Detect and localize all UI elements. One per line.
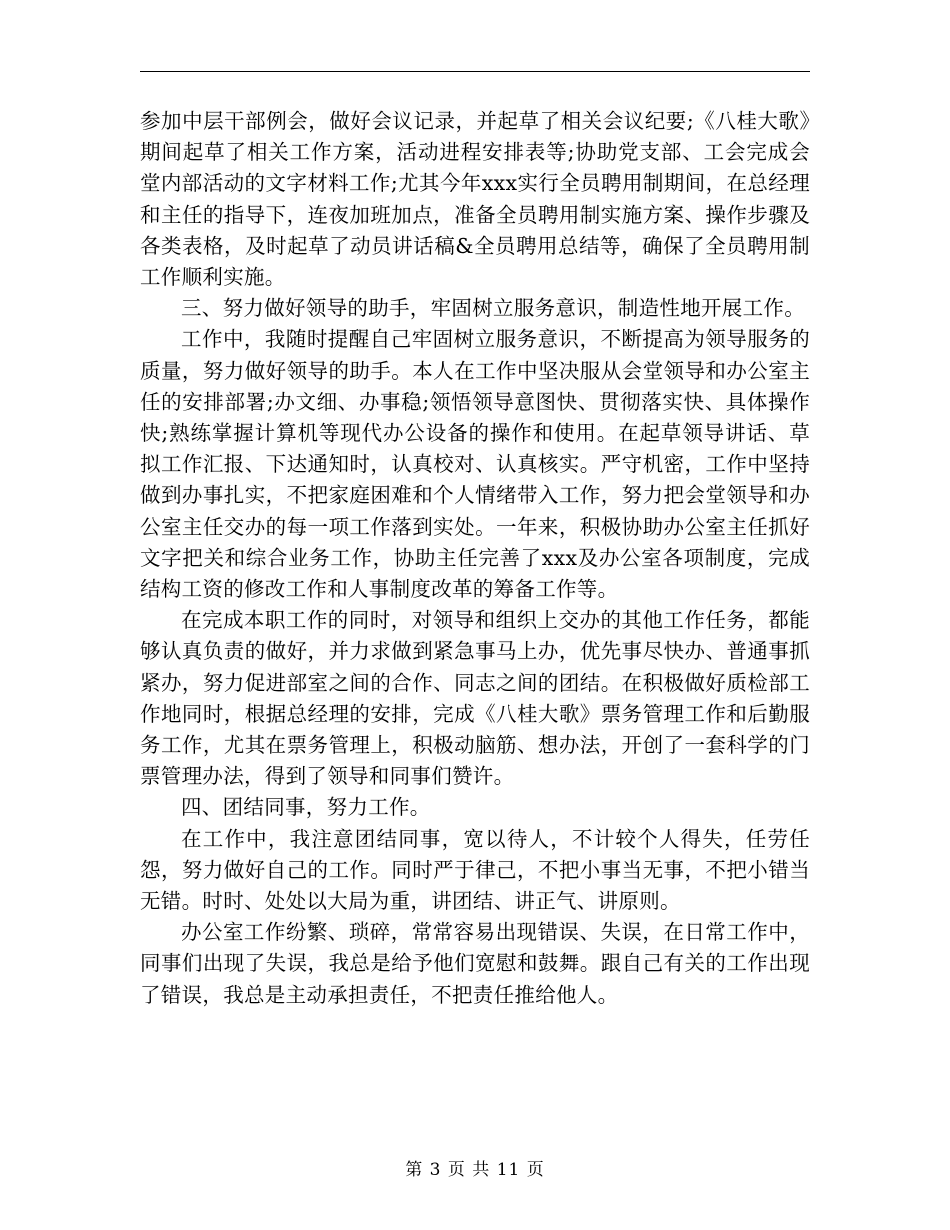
paragraph-5: 办公室工作纷繁、琐碎，常常容易出现错误、失误，在日常工作中，同事们出现了失误，我总是给予他们宽慰和鼓舞。跟自己有关的工作出现了错误，我总是主动承担责任，不把责任推给他人。 xyxy=(140,920,810,1007)
header-rule xyxy=(140,71,810,72)
paragraph-1: 参加中层干部例会，做好会议记录，并起草了相关会议纪要;《八桂大歌》期间起草了相关工作方案，活动进程安排表等;协助党支部、工会完成会堂内部活动的文字材料工作;尤其今年xxx实行全员聘用制期间，在总经理和主任的指导下，连夜加班加点，准备全员聘用制实施方案、操作步骤及各类表格，及时起草了动员讲话稿&全员聘用总结等，确保了全员聘用制工作顺利实施。 xyxy=(140,109,810,290)
document-body xyxy=(140,106,810,1011)
section-heading-3: 三、努力做好领导的助手，牢固树立服务意识，制造性地开展工作。 xyxy=(181,296,805,321)
paragraph-2: 工作中，我随时提醒自己牢固树立服务意识，不断提高为领导服务的质量，努力做好领导的助手。本人在工作中坚决服从会堂领导和办公室主任的安排部署;办文细、办事稳;领悟领导意图快、贯彻落实快、具体操作快;熟练掌握计算机等现代办公设备的操作和使用。在起草领导讲话、草拟工作汇报、下达通知时，认真校对、认真核实。严守机密，工作中坚持做到办事扎实，不把家庭困难和个人情绪带入工作，努力把会堂领导和办公室主任交办的每一项工作落到实处。一年来，积极协助办公室主任抓好文字把关和综合业务工作，协助主任完善了xxx及办公室各项制度，完成结构工资的修改工作和人事制度改革的筹备工作等。 xyxy=(140,327,810,602)
paragraph-4: 在工作中，我注意团结同事，宽以待人，不计较个人得失，任劳任怨，努力做好自己的工作。同时严于律己，不把小事当无事，不把小错当无错。时时、处处以大局为重，讲团结、讲正气、讲原则。 xyxy=(140,826,810,914)
paragraph-3: 在完成本职工作的同时，对领导和组织上交办的其他工作任务，都能够认真负责的做好，并力求做到紧急事马上办，优先事尽快办、普通事抓紧办，努力促进部室之间的合作、同志之间的团结。在积极做好质检部工作地同时，根据总经理的安排，完成《八桂大歌》票务管理工作和后勤服务工作，尤其在票务管理上，积极动脑筋、想办法，开创了一套科学的门票管理办法，得到了领导和同事们赞许。 xyxy=(140,608,810,789)
page-number-footer: 第 3 页 共 11 页 xyxy=(405,1160,545,1180)
section-heading-4: 四、团结同事，努力工作。 xyxy=(181,795,431,820)
